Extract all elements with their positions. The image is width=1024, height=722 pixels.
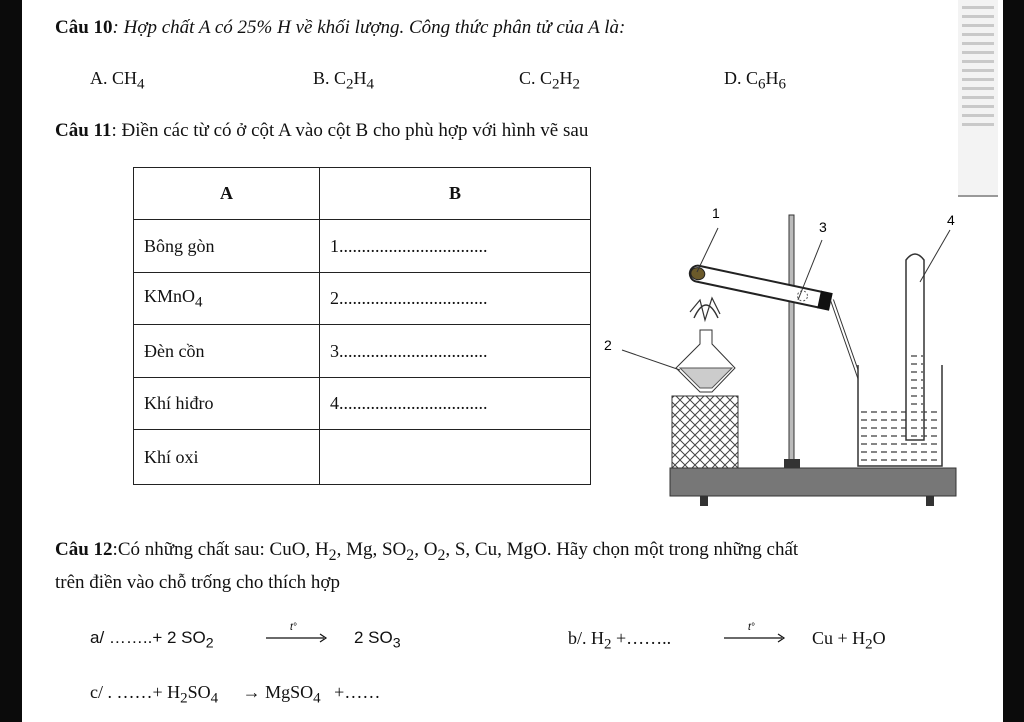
stand-base: [670, 468, 956, 496]
figure-label-2: 2: [604, 337, 612, 353]
column-a-cell: Khí hiđro: [134, 378, 320, 430]
figure-label-4: 4: [947, 212, 955, 228]
column-a-header: A: [134, 168, 320, 220]
question-12-line-2: trên điền vào chỗ trống cho thích hợp: [55, 572, 340, 593]
question-text: : Điền các từ có ở cột A vào cột B cho phù hợp với hình vẽ sau: [111, 120, 589, 141]
option-a: A. $CH_4$: [90, 68, 145, 93]
column-b-header: B: [320, 168, 591, 220]
option-d: D. $C_6H_6$: [724, 68, 787, 93]
question-label: Câu 12: [55, 539, 113, 560]
column-a-cell: KMnO$_4$: [134, 273, 320, 325]
column-a-cell: Khí oxi: [134, 430, 320, 485]
reaction-arrow-b: [722, 622, 788, 646]
answer-blank-4[interactable]: 4.................................: [320, 378, 591, 430]
question-12: Câu 12:Có những chất sau: CuO, $H_2$, Mg, $SO_2$, $O_2$, S, Cu, MgO. Hãy chọn một trong những chất: [55, 539, 799, 564]
answer-blank-1[interactable]: 1.................................: [320, 220, 591, 273]
figure-label-3: 3: [819, 219, 827, 235]
stand-rod: [789, 215, 794, 468]
svg-text:t°: t°: [290, 622, 297, 633]
question-text: : Hợp chất A có 25% H về khối lượng. Công thức phân tử của A là:: [112, 17, 626, 38]
equation-a-product: 2 $SO_3$: [354, 628, 401, 652]
column-a-cell: Bông gòn: [134, 220, 320, 273]
question-label: Câu 10: [55, 17, 113, 38]
lab-apparatus-figure: [595, 195, 965, 515]
question-11: [55, 120, 588, 142]
question-label: Câu 11: [55, 120, 112, 141]
equation-c[interactable]: c/ . ……+ $H_2SO_4$ → MgSO$_4$ +……: [90, 682, 381, 707]
matching-table: [133, 167, 591, 485]
reaction-arrow-a: [264, 622, 330, 646]
lamp-block: [672, 396, 738, 468]
viewer-left-border: [0, 0, 22, 722]
option-b: B. $C_2H_4$: [313, 68, 375, 93]
equation-a[interactable]: a/ ……..+ 2 $SO_2$: [90, 628, 214, 652]
equation-b[interactable]: b/. $H_2$ +……..: [568, 628, 672, 653]
option-c: C. $C_2H_2$: [519, 68, 581, 93]
page-thumbnail[interactable]: [958, 0, 998, 197]
answer-blank-2[interactable]: 2.................................: [320, 273, 591, 325]
answer-blank-3[interactable]: 3.................................: [320, 325, 591, 378]
figure-label-1: 1: [712, 205, 720, 221]
column-a-cell: Đèn cồn: [134, 325, 320, 378]
column-b-cell-empty: [320, 430, 591, 485]
equation-b-product: $Cu + H_2O$: [812, 628, 886, 653]
viewer-right-border: [1003, 0, 1024, 722]
svg-text:t°: t°: [748, 622, 755, 633]
question-10: [55, 17, 625, 39]
